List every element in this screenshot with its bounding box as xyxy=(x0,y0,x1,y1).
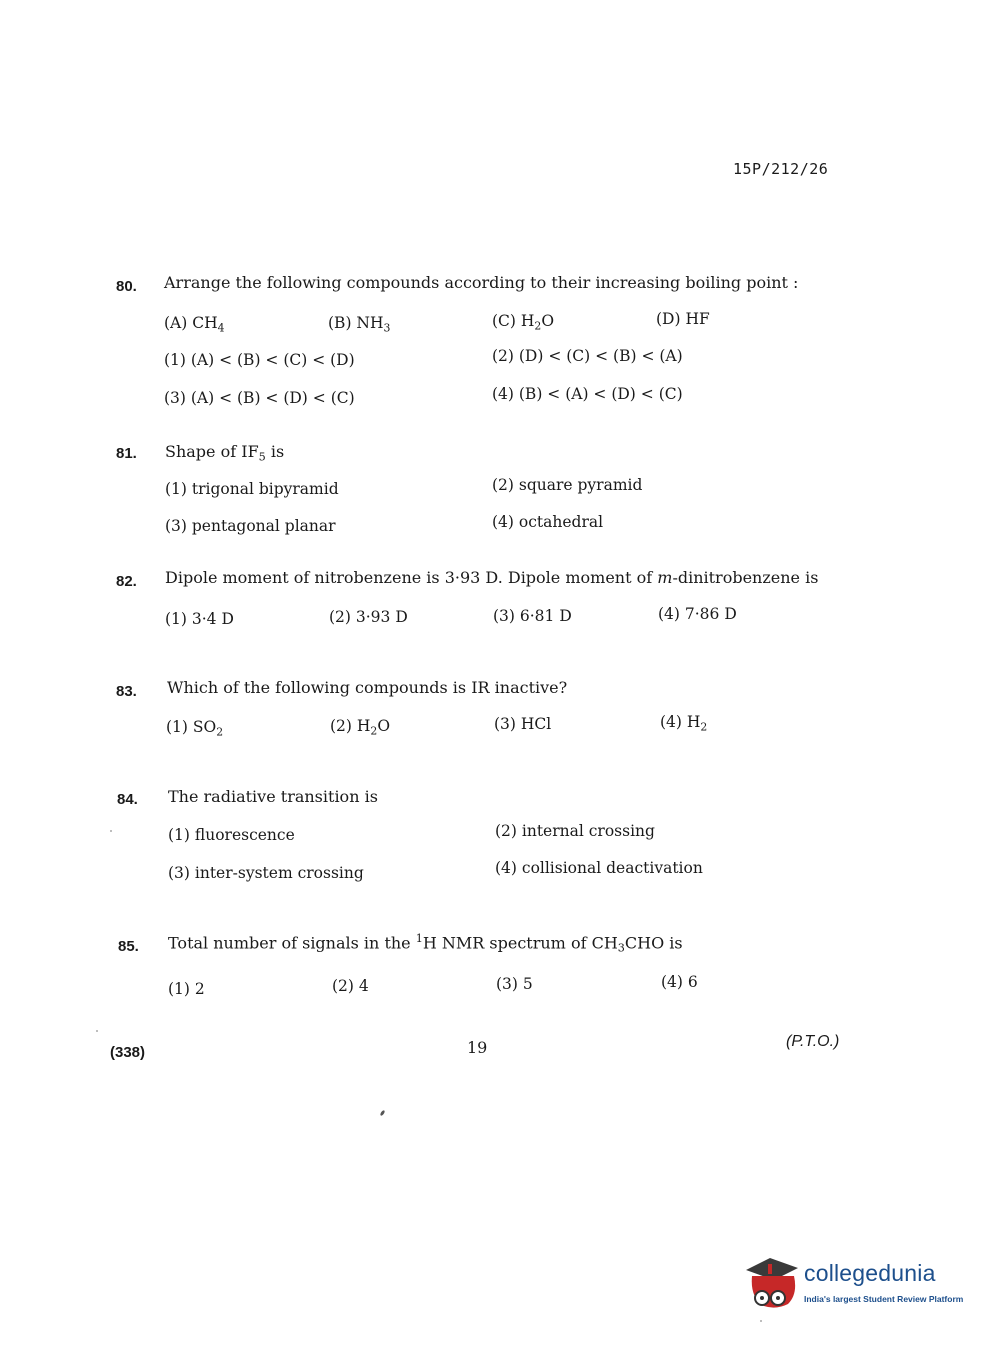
option-4: (4) 6 xyxy=(661,973,698,991)
option-2: (2) internal crossing xyxy=(495,822,655,840)
question-number: 83. xyxy=(116,683,137,700)
booklet-code: (338) xyxy=(110,1044,146,1061)
option-3: (3) 5 xyxy=(496,975,533,993)
compound-b: (B) $NH_3$ xyxy=(328,314,391,335)
option-2: (2) $H_2O$ xyxy=(330,717,391,738)
option-4: (4) (B) < (A) < (D) < (C) xyxy=(492,385,683,403)
compound-d: (D) HF xyxy=(656,310,710,328)
brand-tagline: India's largest Student Review Platform xyxy=(804,1294,964,1304)
option-1: (1) trigonal bipyramid xyxy=(165,480,339,498)
collegedunia-logo xyxy=(742,1248,972,1318)
question-text: Dipole moment of nitrobenzene is 3·93 D. Dipole moment of m-dinitrobenzene is xyxy=(165,568,819,587)
mascot-icon xyxy=(742,1248,802,1318)
question-number: 80. xyxy=(116,278,137,295)
question-text: Which of the following compounds is IR inactive? xyxy=(167,678,568,697)
option-1: (1) 2 xyxy=(168,980,205,998)
option-2: (2) 4 xyxy=(332,977,369,995)
scan-speck xyxy=(380,1110,386,1117)
page-number: 19 xyxy=(467,1038,488,1057)
option-4: (4) $H_2$ xyxy=(660,713,708,734)
scan-speck xyxy=(110,830,112,832)
paper-code: 15P/212/26 xyxy=(733,160,829,178)
option-2: (2) square pyramid xyxy=(492,476,643,494)
option-1: (1) (A) < (B) < (C) < (D) xyxy=(164,351,355,369)
compound-c: (C) $H_2O$ xyxy=(492,312,555,333)
option-3: (3) pentagonal planar xyxy=(165,517,336,535)
option-4: (4) 7·86 D xyxy=(658,605,737,623)
option-3: (3) (A) < (B) < (D) < (C) xyxy=(164,389,355,407)
option-1: (1) $SO_2$ xyxy=(166,718,224,739)
compound-a: (A) $CH_4$ xyxy=(164,314,225,335)
question-number: 82. xyxy=(116,573,137,590)
question-text: The radiative transition is xyxy=(168,787,378,806)
brand-name: collegedunia xyxy=(804,1260,936,1286)
scan-speck xyxy=(760,1320,762,1322)
question-number: 85. xyxy=(118,938,139,955)
option-1: (1) fluorescence xyxy=(168,826,295,844)
option-2: (2) 3·93 D xyxy=(329,608,408,626)
scan-speck xyxy=(96,1030,98,1032)
option-4: (4) collisional deactivation xyxy=(495,859,703,877)
option-4: (4) octahedral xyxy=(492,513,604,531)
pto-marker: (P.T.O.) xyxy=(786,1033,840,1050)
option-1: (1) 3·4 D xyxy=(165,610,234,628)
option-3: (3) 6·81 D xyxy=(493,607,572,625)
option-3: (3) inter-system crossing xyxy=(168,864,364,882)
question-text: Total number of signals in the $^1$H NMR spectrum of $CH_3CHO$ is xyxy=(168,932,683,955)
question-text: Shape of $IF_5$ is xyxy=(165,442,285,464)
question-number: 84. xyxy=(117,791,138,808)
question-text: Arrange the following compounds according to their increasing boiling point : xyxy=(164,273,799,292)
option-3: (3) HCl xyxy=(494,715,552,733)
question-number: 81. xyxy=(116,445,137,462)
option-2: (2) (D) < (C) < (B) < (A) xyxy=(492,347,683,365)
